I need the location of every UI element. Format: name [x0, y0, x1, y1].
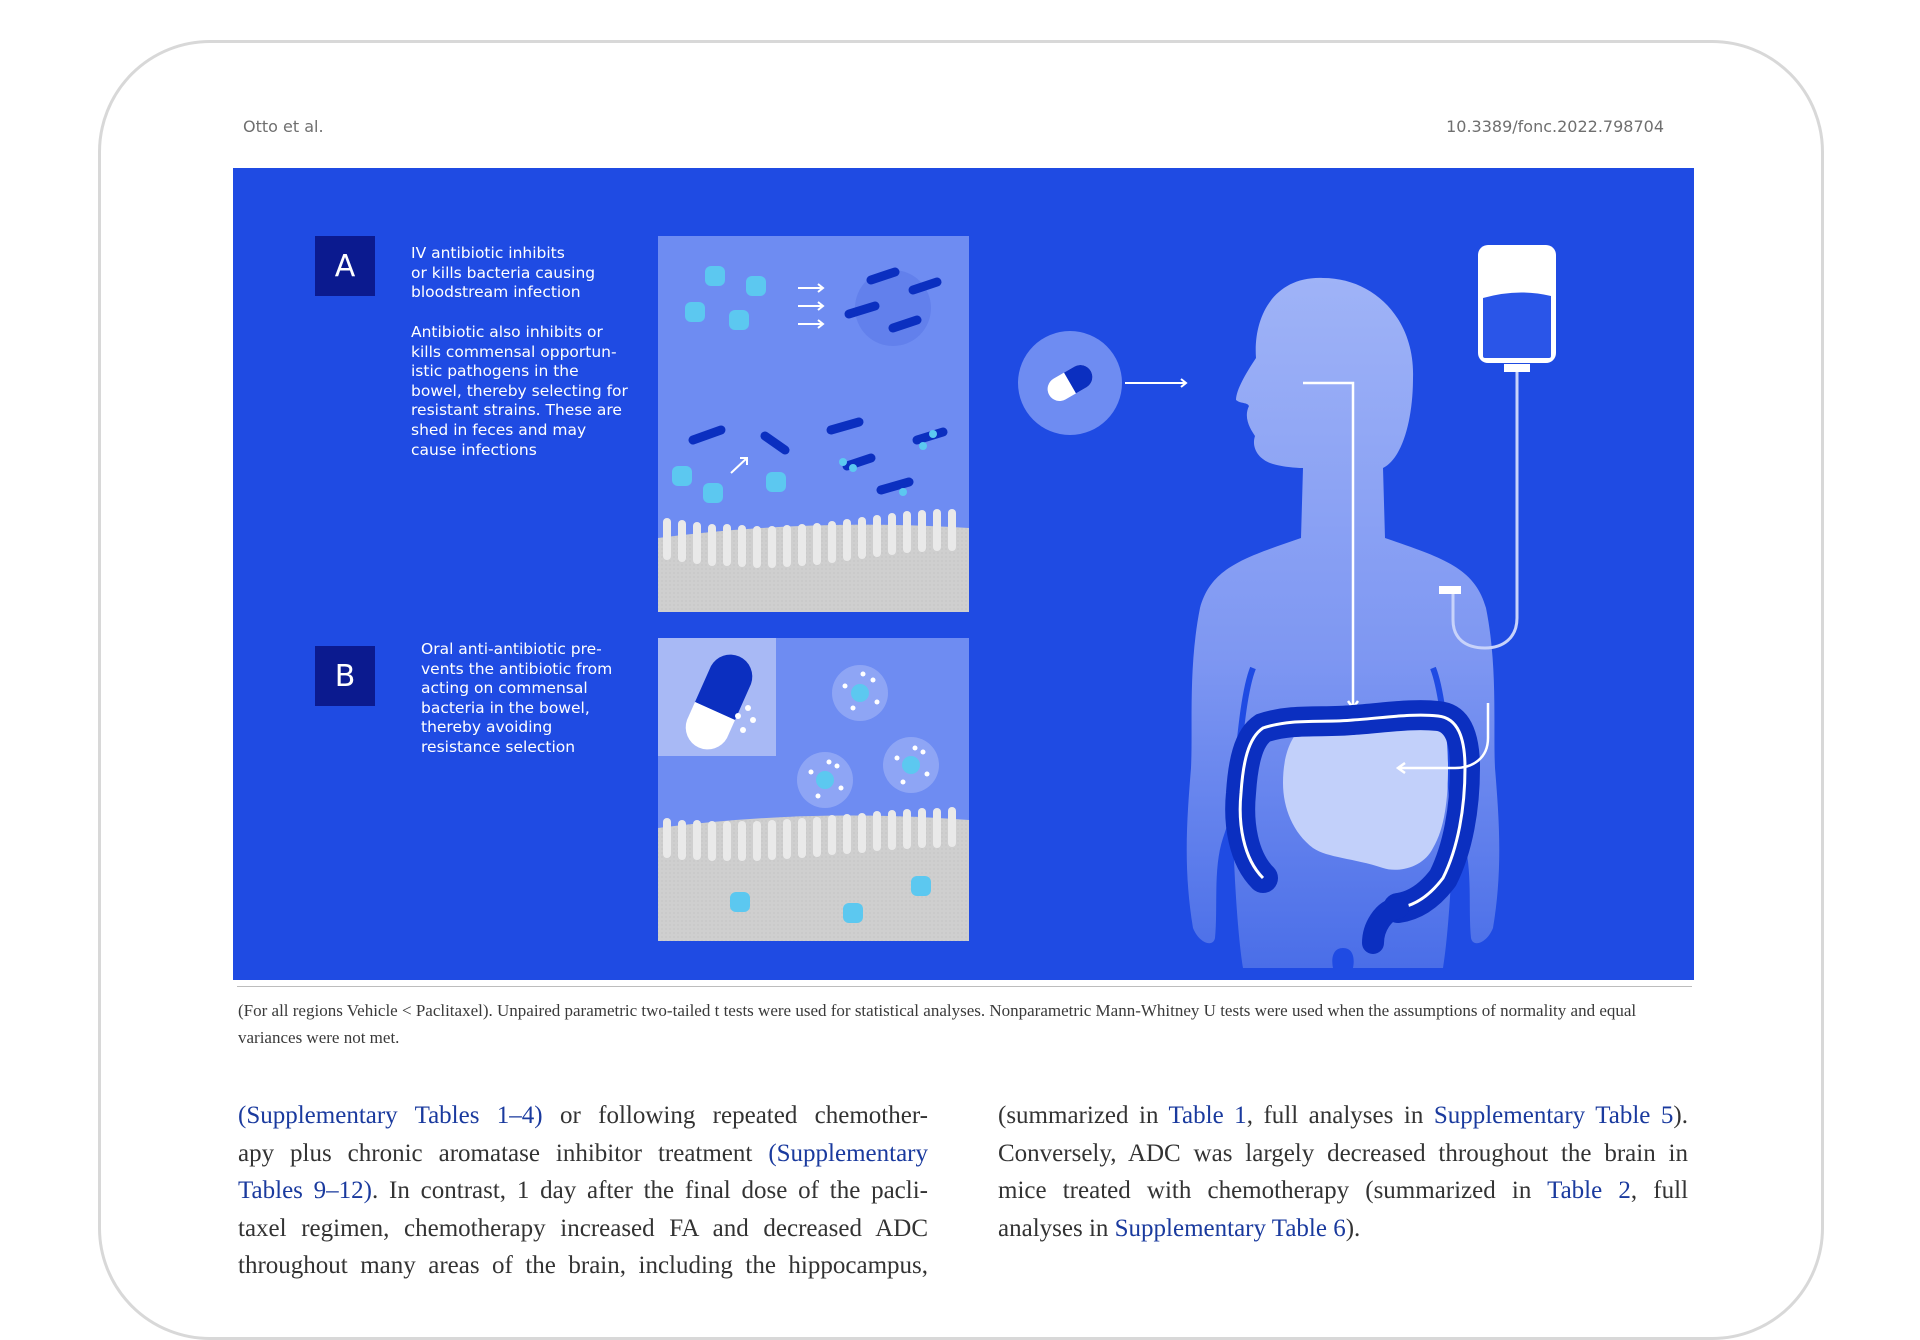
text-span: or following repeated chemother- [542, 1102, 928, 1129]
link-supplementary-table-5[interactable]: Supplementary Table 5 [1433, 1102, 1674, 1129]
link-table-2[interactable]: Table 2 [1547, 1177, 1631, 1204]
panel-b-text: Oral anti-antibiotic pre- vents the antibiotic from acting on commensal bacteria in the bowel, thereby avoiding resistance selection [421, 640, 613, 756]
text-line [238, 1097, 928, 1135]
running-header-doi: 10.3389/fonc.2022.798704 [1446, 117, 1664, 136]
text-line [238, 1172, 928, 1210]
figure-caption: (For all regions Vehicle < Paclitaxel). Unpaired parametric two-tailed t tests were used for statistical analyses. Nonparametric Mann-Whitney U tests were used when the assumptions of normality and equal variances were not met. [238, 1001, 1637, 1047]
text-line: taxel regimen, chemotherapy increased FA and decreased ADC [238, 1214, 928, 1242]
text-span: , full analyses in [1246, 1102, 1434, 1129]
link-supplementary-tables-9-12[interactable]: (Supplementary [768, 1139, 928, 1167]
panel-a-text-1: IV antibiotic inhibits or kills bacteria causing bloodstream infection [411, 244, 596, 302]
text-span: , full [1630, 1177, 1689, 1204]
panel-a-label: A [315, 236, 375, 296]
body-column-left [238, 1097, 928, 1285]
text-span: ). [1345, 1214, 1361, 1242]
text-line [998, 1172, 1688, 1210]
body-column-right [998, 1097, 1688, 1247]
link-supplementary-table-6[interactable]: Supplementary Table 6 [1114, 1214, 1346, 1242]
text-span: ). [1673, 1102, 1688, 1129]
text-span: apy plus chronic aromatase inhibitor treatment [238, 1139, 769, 1167]
running-header-authors: Otto et al. [243, 117, 324, 136]
panel-a-illustration [658, 236, 969, 612]
figure [233, 168, 1694, 980]
link-supplementary-tables-9-12-cont[interactable]: Tables 9–12) [238, 1177, 373, 1204]
text-line: throughout many areas of the brain, including the hippocampus, [238, 1252, 928, 1279]
text-span: mice treated with chemotherapy (summarized in [998, 1177, 1548, 1204]
text-line [998, 1097, 1688, 1135]
caption-divider [237, 986, 1692, 987]
panel-b-label: B [315, 646, 375, 706]
text-line [998, 1210, 1688, 1248]
text-span: . In contrast, 1 day after the final dose of the pacli- [372, 1177, 928, 1204]
text-line: Conversely, ADC was largely decreased throughout the brain in [998, 1139, 1688, 1167]
text-span: analyses in [998, 1214, 1115, 1242]
pill-icon [1018, 331, 1186, 435]
panel-b-illustration [658, 638, 969, 941]
link-table-1[interactable]: Table 1 [1168, 1102, 1247, 1129]
panel-a-text-2: Antibiotic also inhibits or kills commensal opportun- istic pathogens in the bowel, thereby selecting for resistant strains. These are shed in feces and may cause infections [411, 323, 628, 459]
text-line [238, 1135, 928, 1173]
link-supplementary-tables-1-4[interactable]: (Supplementary Tables 1–4) [238, 1102, 543, 1129]
text-span: (summarized in [998, 1102, 1169, 1129]
